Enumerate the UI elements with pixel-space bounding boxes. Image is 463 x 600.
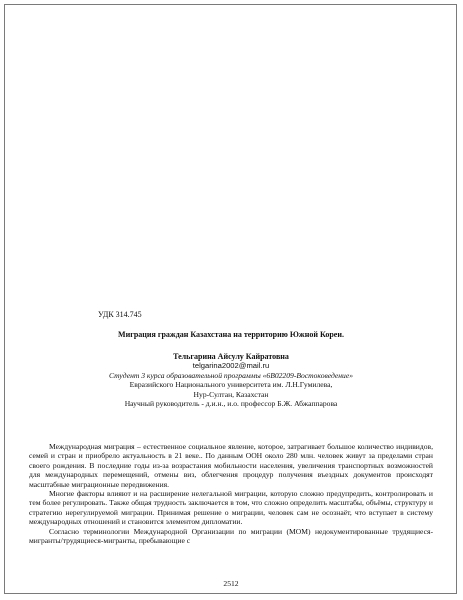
paragraph: Согласно терминологии Международной Организации по миграции (МОМ) недокументированные трудящиеся-мигранты/трудящиеся-мигранты, пребывающие с [29,526,433,546]
paper-title: Миграция граждан Казахстана на территорию Южной Кореи. [118,330,344,339]
page-frame [4,4,457,594]
author-block [29,352,433,408]
body-text [29,442,433,545]
udk-code: УДК 314.745 [98,310,142,319]
page-number: 2512 [223,579,239,588]
paragraph: Международная миграция – естественное социальное явление, которое, затрагивает большое количество индивидов, семей и стран и приобрело актуальность в 21 веке.. По данным ООН около 280 млн. человек живут за пределами стран своего рождения. В последние годы из-за возрастания мобильности населения, увеличения транспортных возможностей для международных перемещений, отмены виз, облегчения процедур получения въездных документов происходят масштабные миграционные передвижения. [29,442,433,489]
affiliation-line: Евразийского Национального университета им. Л.Н.Гумилева, [129,380,333,390]
supervisor: Научный руководитель - д.и.н., и.о. профессор Б.Ж. Абжаппарова [124,399,338,409]
paragraph: Многие факторы влияют и на расширение нелегальной миграции, которую сложно предупредить, контролировать и тем более регулировать. Также общая трудность заключается в том, что сложно определить масштабы, объёмы, структуру и стратегию нерегулируемой миграции. Принимая решение о миграции, человек сам не осознаёт, что вступает в систему международных отношений и становится элементом дипломатии. [29,489,433,527]
document-page [29,5,433,593]
author-name: Тельгарина Айсулу Кайратовна [173,352,289,361]
affiliation-line: Нур-Султан, Казахстан [193,389,269,399]
affiliation-line: Студент 3 курса образовательной программы «6В02209-Востоковедение» [108,370,354,380]
author-email[interactable]: telgarina2002@mail.ru [192,361,270,371]
